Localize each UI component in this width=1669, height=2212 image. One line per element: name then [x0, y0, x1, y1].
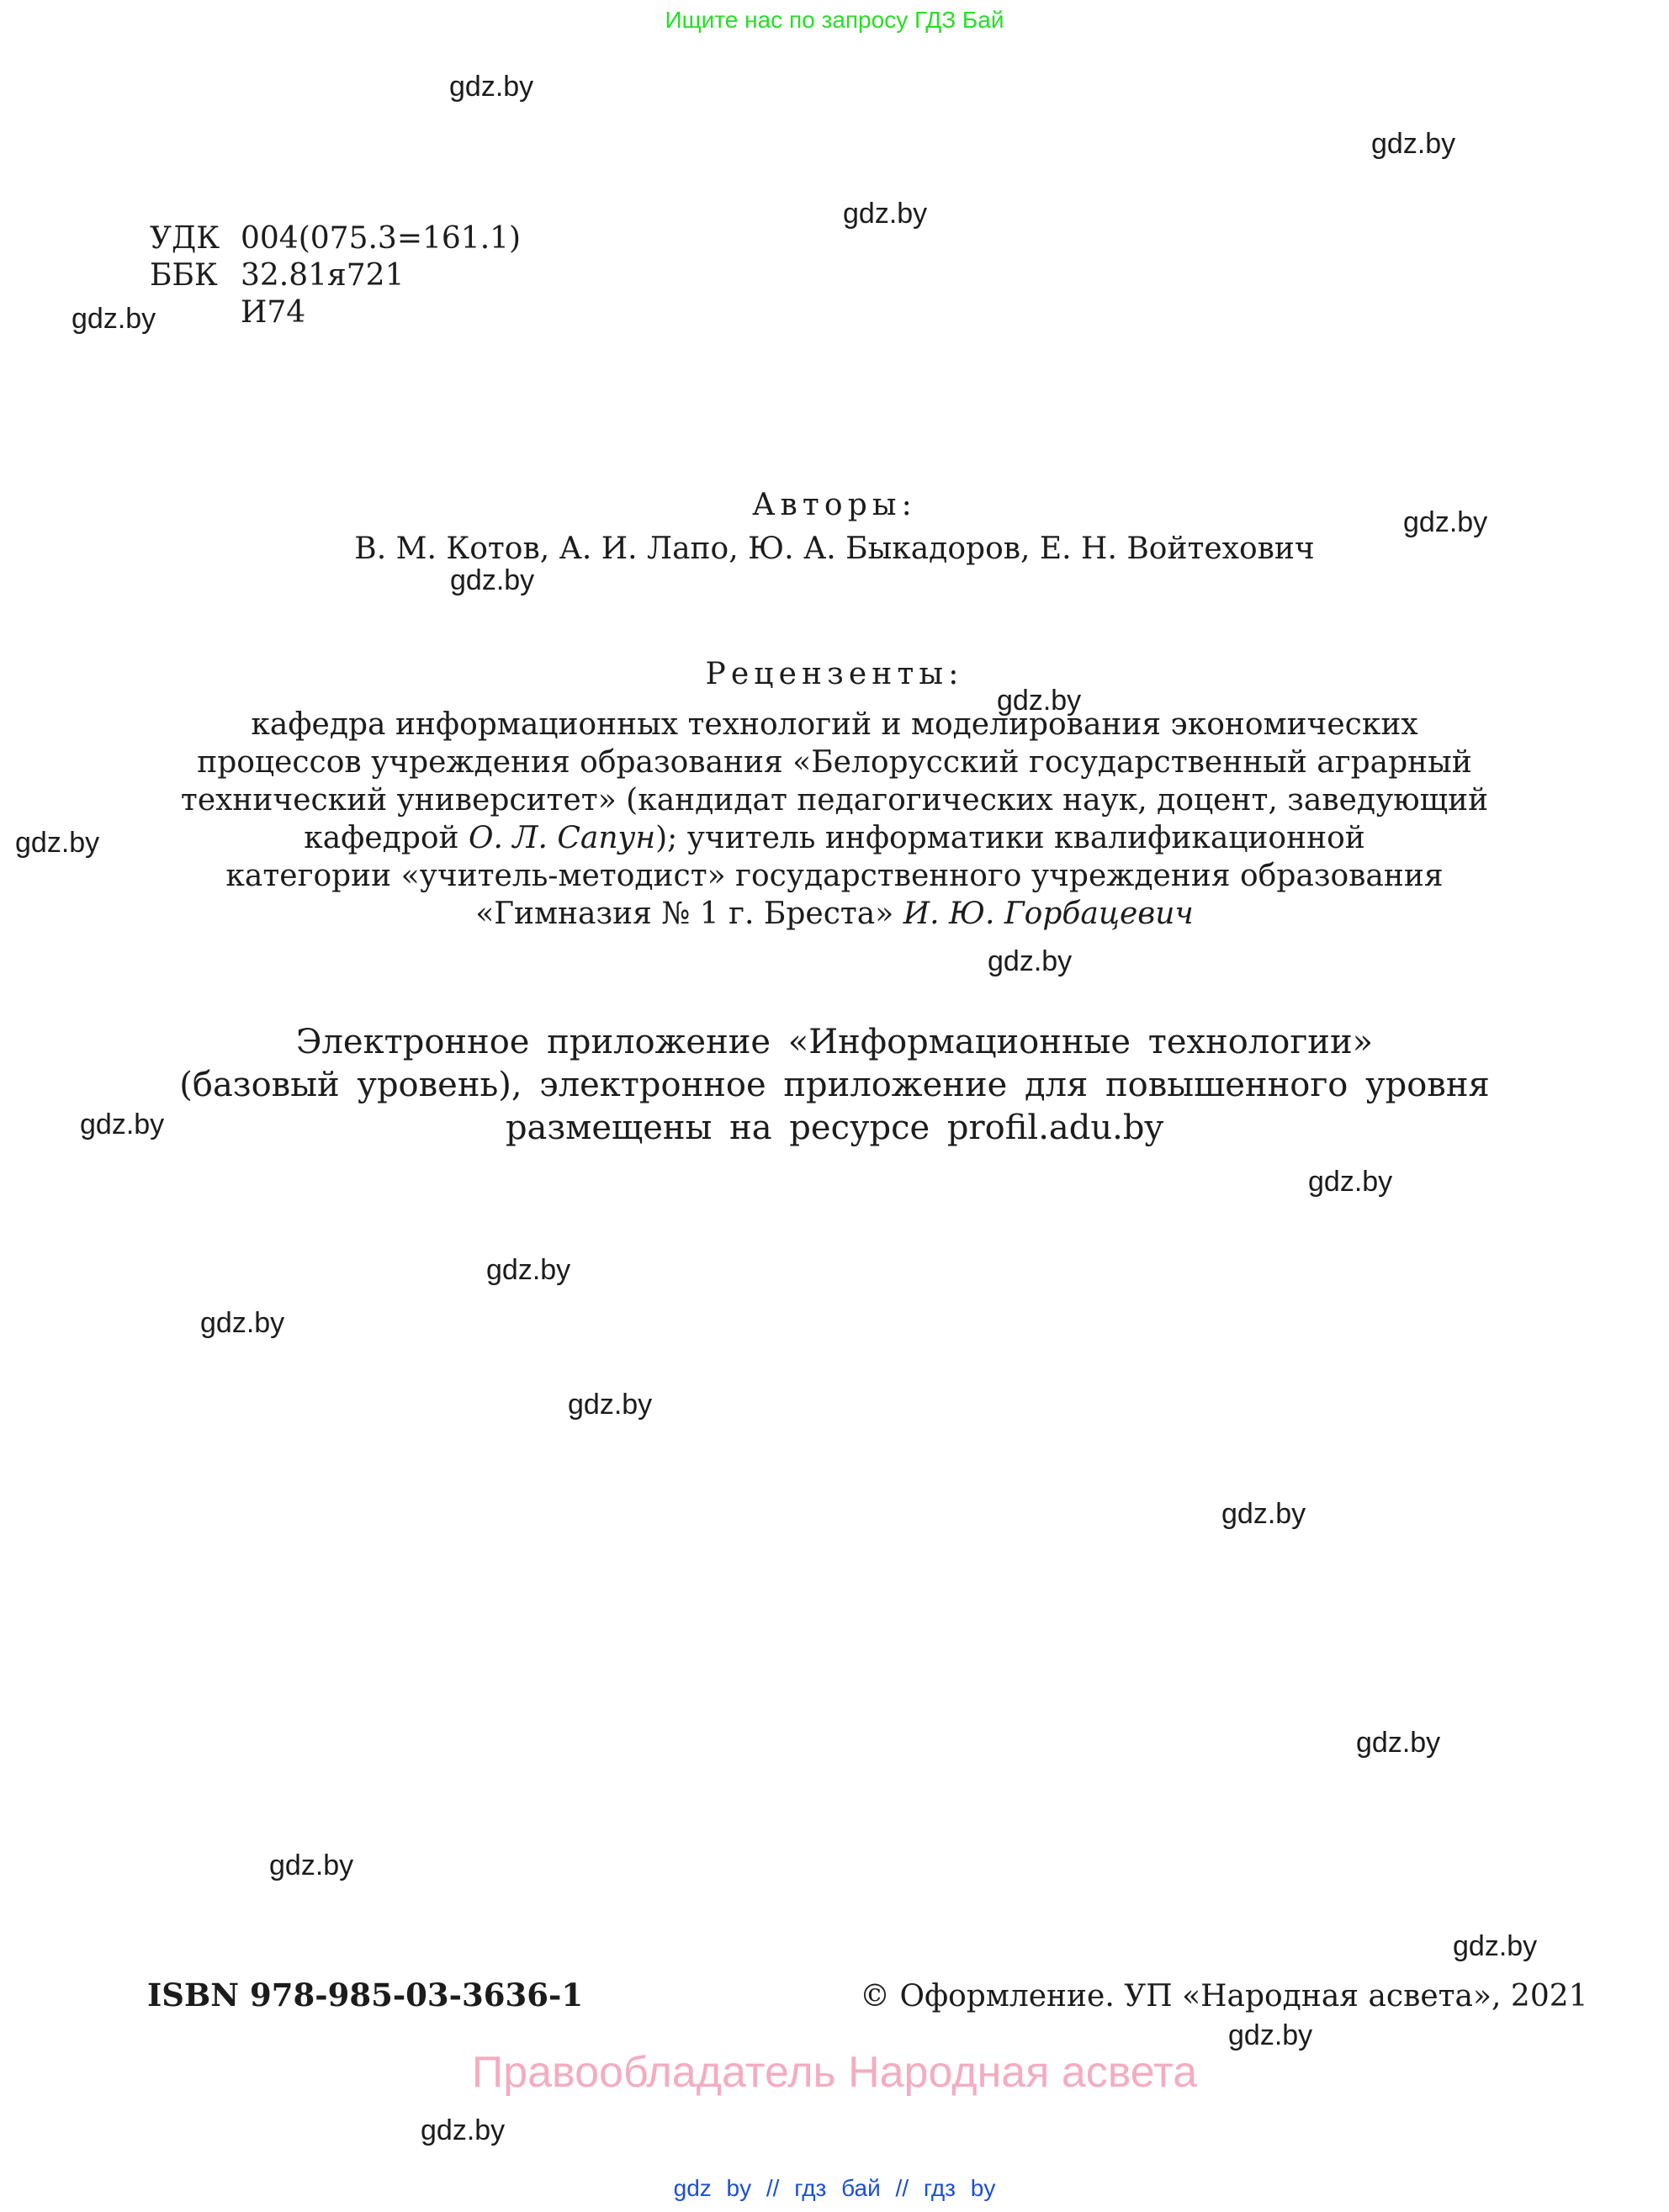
reviewers-line: категории «учитель-методист» государственного учреждения образования [225, 859, 1444, 893]
reviewers-heading: Рецензенты: [705, 657, 964, 691]
gdz-watermark: gdz.by [1453, 1930, 1538, 1962]
footer-links[interactable]: gdz by // гдз бай // гдз by [673, 2175, 996, 2201]
gdz-watermark: gdz.by [568, 1389, 653, 1421]
reviewers-line: кафедра информационных технологий и моделирования экономических [251, 707, 1418, 742]
udk-value: 004(075.3=161.1) [241, 221, 522, 256]
gdz-watermark: gdz.by [80, 1109, 165, 1140]
gdz-watermark: gdz.by [1371, 128, 1456, 160]
authors-heading: Авторы: [752, 488, 917, 522]
gdz-watermark: gdz.by [15, 827, 100, 859]
reviewers-line: процессов учреждения образования «Белорусский государственный аграрный [197, 745, 1472, 780]
bbk-label: ББК [150, 258, 218, 293]
gdz-watermark: gdz.by [1356, 1727, 1441, 1759]
rights-holder: Правообладатель Народная асвета [471, 2048, 1198, 2097]
appendix-note [0, 1021, 1669, 1150]
reviewers-line: технический университет» (кандидат педагогических наук, доцент, заведующий [180, 783, 1489, 818]
appendix-line: размещены на ресурсе profil.adu.by [505, 1109, 1164, 1147]
gdz-watermark: gdz.by [988, 945, 1073, 977]
udk-label: УДК [150, 221, 220, 256]
appendix-line: (базовый уровень), электронное приложение для повышенного уровня [179, 1066, 1490, 1104]
reviewers-line [0, 819, 1669, 857]
book-id: И74 [241, 295, 306, 330]
gdz-watermark: gdz.by [997, 685, 1082, 717]
gdz-watermark: gdz.by [200, 1307, 285, 1339]
copyright-notice: © Оформление. УП «Народная асвета», 2021 [860, 1979, 1588, 2014]
bbk-row [150, 257, 521, 294]
gdz-watermark: gdz.by [1228, 2019, 1313, 2051]
authors-names: В. М. Котов, А. И. Лапо, Ю. А. Быкадоров, Е. Н. Войтехович [354, 532, 1315, 566]
promo-banner: Ищите нас по запросу ГДЗ Бай [665, 7, 1004, 33]
reviewer-name-italic: О. Л. Сапун [469, 821, 656, 855]
appendix-line: Электронное приложение «Информационные технологии» [295, 1023, 1374, 1061]
gdz-watermark: gdz.by [1221, 1498, 1306, 1530]
reviewers-line-text: кафедрой [304, 821, 469, 855]
gdz-watermark: gdz.by [450, 564, 535, 596]
bbk-value: 32.81я721 [241, 258, 405, 293]
gdz-watermark: gdz.by [1403, 506, 1488, 538]
classification-codes [150, 220, 521, 331]
reviewer-name-italic: И. Ю. Горбацевич [903, 897, 1194, 931]
gdz-watermark: gdz.by [486, 1254, 571, 1286]
gdz-watermark: gdz.by [1308, 1166, 1393, 1198]
reviewers-line-text: «Гимназия № 1 г. Бреста» [475, 897, 903, 931]
book-id-row [150, 294, 521, 331]
isbn: ISBN 978-985-03-3636-1 [147, 1977, 584, 2014]
gdz-watermark: gdz.by [449, 71, 534, 103]
reviewers-line [0, 895, 1669, 933]
gdz-watermark: gdz.by [843, 198, 928, 230]
reviewers-line-text: ); учитель информатики квалификационной [655, 821, 1365, 855]
udk-row [150, 220, 521, 257]
gdz-watermark: gdz.by [72, 303, 156, 335]
reviewers-paragraph [0, 706, 1669, 933]
gdz-watermark: gdz.by [421, 2114, 506, 2146]
gdz-watermark: gdz.by [269, 1850, 354, 1881]
